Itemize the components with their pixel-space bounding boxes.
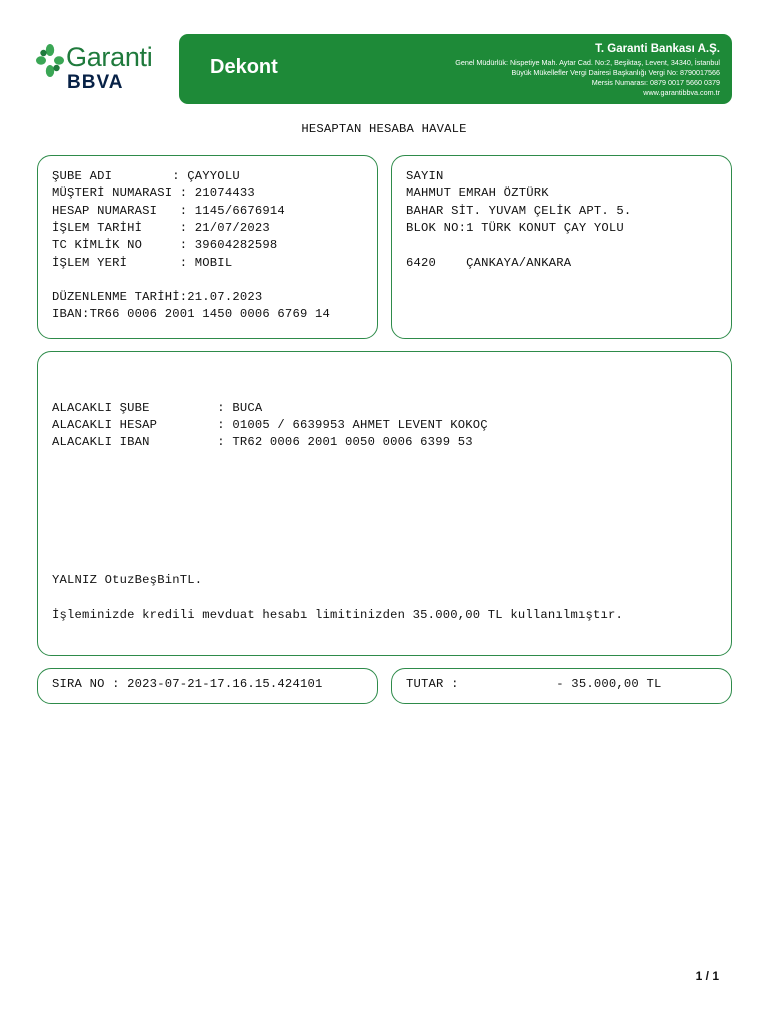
clover-icon <box>36 44 64 78</box>
total-amount: TUTAR : - 35.000,00 TL <box>406 677 662 691</box>
page-title: Dekont <box>210 56 278 78</box>
bank-address-line: Genel Müdürlük: Nispetiye Mah. Aytar Cad. No:2, Beşiktaş, Levent, 34340, İstanbul <box>455 58 720 67</box>
customer-number-row: MÜŞTERİ NUMARASI : 21074433 <box>52 186 255 200</box>
issue-date-row: DÜZENLENME TARİHİ:21.07.2023 <box>52 290 263 304</box>
account-info-box <box>37 155 378 339</box>
sequence-number: SIRA NO : 2023-07-21-17.16.15.424101 <box>52 677 323 691</box>
logo-bbva-text: BBVA <box>67 72 124 93</box>
national-id-row: TC KİMLİK NO : 39604282598 <box>52 238 278 252</box>
creditor-iban-row: ALACAKLI IBAN : TR62 0006 2001 0050 0006 6399 53 <box>52 435 473 449</box>
transaction-date-row: İŞLEM TARİHİ : 21/07/2023 <box>52 221 270 235</box>
page-number: 1 / 1 <box>695 969 719 983</box>
garanti-bbva-logo <box>36 42 156 96</box>
bank-address-block <box>455 58 720 98</box>
address-line-2: BLOK NO:1 TÜRK KONUT ÇAY YOLU <box>406 221 624 235</box>
transaction-channel-row: İŞLEM YERİ : MOBIL <box>52 256 233 270</box>
bank-name: T. Garanti Bankası A.Ş. <box>595 43 720 55</box>
bank-website-line: www.garantibbva.com.tr <box>643 88 720 97</box>
bank-mersis-line: Mersis Numarası: 0879 0017 5660 0379 <box>591 78 720 87</box>
address-city-line: 6420 ÇANKAYA/ANKARA <box>406 256 572 270</box>
recipient-address-box <box>391 155 732 339</box>
header-banner <box>179 34 732 104</box>
logo-garanti-text: Garanti <box>66 42 153 72</box>
sequence-number-box <box>37 668 378 704</box>
overdraft-note: İşleminizde kredili mevduat hesabı limitinizden 35.000,00 TL kullanılmıştır. <box>52 608 624 622</box>
amount-box <box>391 668 732 704</box>
salutation: SAYIN <box>406 169 444 183</box>
iban-row: IBAN:TR66 0006 2001 1450 0006 6769 14 <box>52 307 331 321</box>
document-title: HESAPTAN HESABA HAVALE <box>301 122 467 136</box>
address-line-1: BAHAR SİT. YUVAM ÇELİK APT. 5. <box>406 204 632 218</box>
bank-tax-line: Büyük Mükellefler Vergi Dairesi Başkanlığı Vergi No: 8790017566 <box>511 68 720 77</box>
customer-name: MAHMUT EMRAH ÖZTÜRK <box>406 186 549 200</box>
account-number-row: HESAP NUMARASI : 1145/6676914 <box>52 204 285 218</box>
creditor-account-row: ALACAKLI HESAP : 01005 / 6639953 AHMET LEVENT KOKOÇ <box>52 418 488 432</box>
transfer-details-box <box>37 351 732 656</box>
creditor-branch-row: ALACAKLI ŞUBE : BUCA <box>52 401 263 415</box>
amount-in-words: YALNIZ OtuzBeşBinTL. <box>52 573 203 587</box>
branch-name-row: ŞUBE ADI : ÇAYYOLU <box>52 169 240 183</box>
